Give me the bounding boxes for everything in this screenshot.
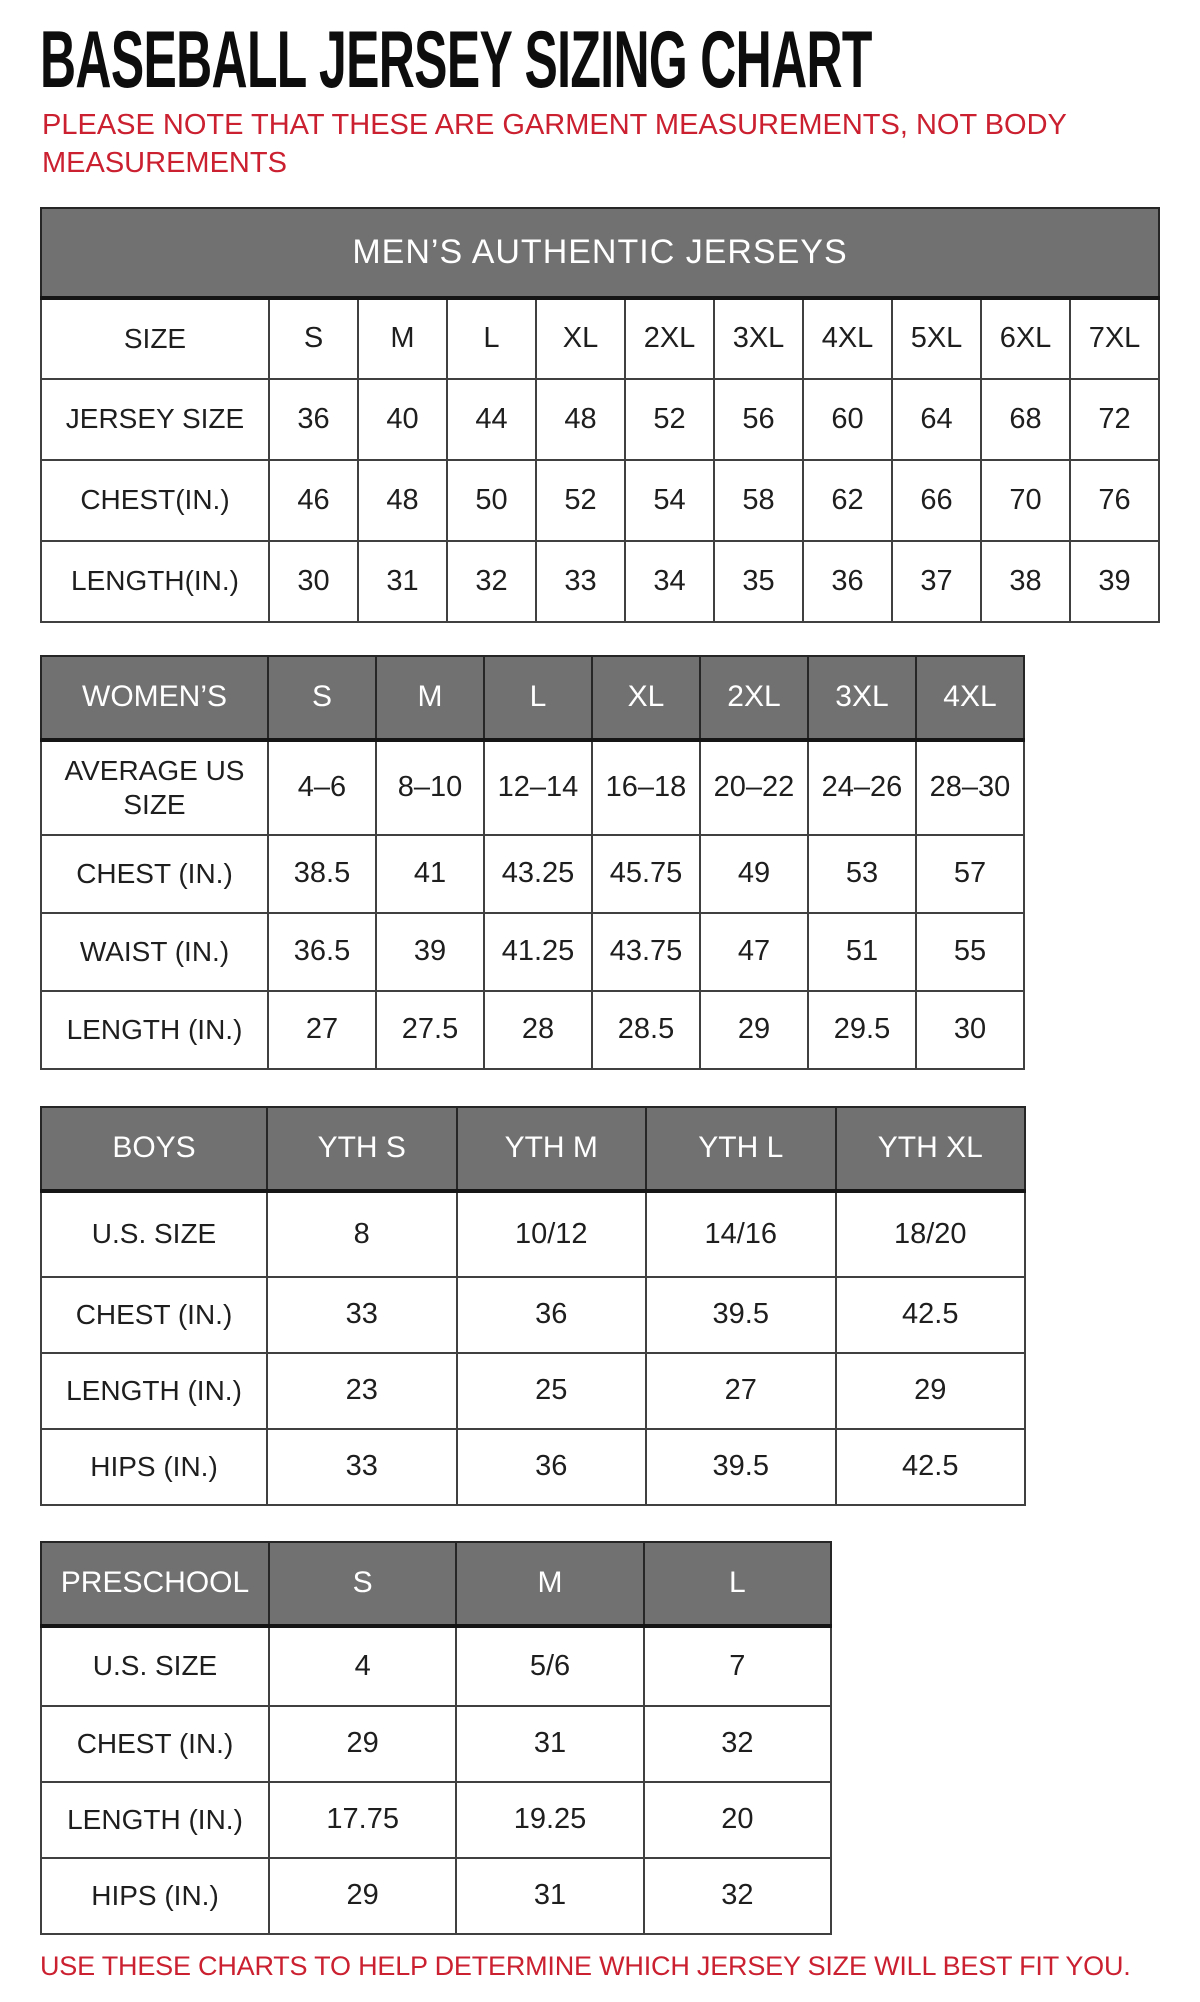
table-row	[41, 991, 1024, 1069]
value-cell: 57	[916, 835, 1024, 913]
header-cell: YTH M	[457, 1107, 647, 1191]
value-cell: 32	[447, 541, 536, 622]
table-header-row	[41, 656, 1024, 740]
row-label: HIPS (IN.)	[41, 1429, 267, 1505]
header-cell: 2XL	[700, 656, 808, 740]
table-row	[41, 1706, 831, 1782]
value-cell: 53	[808, 835, 916, 913]
footer-text: USE THESE CHARTS TO HELP DETERMINE WHICH JERSEY SIZE WILL BEST FIT YOU.	[40, 1950, 1131, 1981]
value-cell: 4	[269, 1626, 456, 1706]
value-cell: 44	[447, 379, 536, 460]
value-cell: 7XL	[1070, 298, 1159, 379]
row-label: LENGTH (IN.)	[41, 1782, 269, 1858]
value-cell: 36	[457, 1277, 647, 1353]
table-row	[41, 1429, 1025, 1505]
value-cell: 27.5	[376, 991, 484, 1069]
value-cell: 39.5	[646, 1277, 836, 1353]
header-cell: 3XL	[808, 656, 916, 740]
value-cell: 58	[714, 460, 803, 541]
value-cell: 2XL	[625, 298, 714, 379]
value-cell: 43.75	[592, 913, 700, 991]
value-cell: 28.5	[592, 991, 700, 1069]
value-cell: 17.75	[269, 1782, 456, 1858]
header-cell: WOMEN’S	[41, 656, 268, 740]
value-cell: 51	[808, 913, 916, 991]
boys-table	[40, 1106, 1026, 1506]
value-cell: 40	[358, 379, 447, 460]
value-cell: 32	[644, 1706, 831, 1782]
table-row	[41, 541, 1159, 622]
value-cell: 42.5	[836, 1277, 1026, 1353]
value-cell: 50	[447, 460, 536, 541]
table-row	[41, 835, 1024, 913]
value-cell: 8–10	[376, 740, 484, 835]
header-cell: YTH L	[646, 1107, 836, 1191]
value-cell: 39	[1070, 541, 1159, 622]
value-cell: 16–18	[592, 740, 700, 835]
table-row	[41, 1353, 1025, 1429]
value-cell: 70	[981, 460, 1070, 541]
value-cell: 7	[644, 1626, 831, 1706]
value-cell: 20–22	[700, 740, 808, 835]
value-cell: 23	[267, 1353, 457, 1429]
value-cell: 36	[457, 1429, 647, 1505]
value-cell: 46	[269, 460, 358, 541]
table-row	[41, 379, 1159, 460]
header-cell: M	[376, 656, 484, 740]
value-cell: 52	[536, 460, 625, 541]
header-cell: BOYS	[41, 1107, 267, 1191]
value-cell: 55	[916, 913, 1024, 991]
value-cell: 27	[268, 991, 376, 1069]
row-label: CHEST (IN.)	[41, 1706, 269, 1782]
row-label: LENGTH(IN.)	[41, 541, 269, 622]
value-cell: 30	[916, 991, 1024, 1069]
row-label: CHEST(IN.)	[41, 460, 269, 541]
row-label: U.S. SIZE	[41, 1626, 269, 1706]
row-label: U.S. SIZE	[41, 1191, 267, 1277]
value-cell: XL	[536, 298, 625, 379]
value-cell: 12–14	[484, 740, 592, 835]
table-header-row	[41, 1542, 831, 1626]
value-cell: 28–30	[916, 740, 1024, 835]
table-row	[41, 913, 1024, 991]
value-cell: 38	[981, 541, 1070, 622]
mens-table-title: MEN’S AUTHENTIC JERSEYS	[41, 208, 1159, 298]
value-cell: 6XL	[981, 298, 1070, 379]
header-cell: S	[268, 656, 376, 740]
value-cell: 62	[803, 460, 892, 541]
table-row	[41, 460, 1159, 541]
row-label: JERSEY SIZE	[41, 379, 269, 460]
value-cell: 27	[646, 1353, 836, 1429]
value-cell: 76	[1070, 460, 1159, 541]
table-row	[41, 1277, 1025, 1353]
value-cell: 4XL	[803, 298, 892, 379]
value-cell: S	[269, 298, 358, 379]
value-cell: 28	[484, 991, 592, 1069]
table-row	[41, 740, 1024, 835]
value-cell: 45.75	[592, 835, 700, 913]
value-cell: 29.5	[808, 991, 916, 1069]
table-row	[41, 1858, 831, 1934]
value-cell: 48	[536, 379, 625, 460]
garment-measurements-note: PLEASE NOTE THAT THESE ARE GARMENT MEASUREMENTS, NOT BODY MEASUREMENTS	[42, 109, 1067, 180]
value-cell: 41.25	[484, 913, 592, 991]
value-cell: 29	[269, 1706, 456, 1782]
value-cell: 66	[892, 460, 981, 541]
value-cell: 39	[376, 913, 484, 991]
value-cell: 18/20	[836, 1191, 1026, 1277]
value-cell: 19.25	[456, 1782, 643, 1858]
value-cell: 25	[457, 1353, 647, 1429]
value-cell: 5/6	[456, 1626, 643, 1706]
value-cell: 10/12	[457, 1191, 647, 1277]
value-cell: 33	[267, 1429, 457, 1505]
value-cell: 29	[836, 1353, 1026, 1429]
header-cell: PRESCHOOL	[41, 1542, 269, 1626]
header-cell: 4XL	[916, 656, 1024, 740]
womens-table	[40, 655, 1025, 1070]
value-cell: 29	[269, 1858, 456, 1934]
value-cell: 48	[358, 460, 447, 541]
value-cell: 42.5	[836, 1429, 1026, 1505]
row-label: CHEST (IN.)	[41, 1277, 267, 1353]
value-cell: 4–6	[268, 740, 376, 835]
table-row	[41, 1782, 831, 1858]
value-cell: 30	[269, 541, 358, 622]
value-cell: 39.5	[646, 1429, 836, 1505]
value-cell: 29	[700, 991, 808, 1069]
table-header-row	[41, 1107, 1025, 1191]
table-title-row	[41, 208, 1159, 298]
value-cell: 38.5	[268, 835, 376, 913]
value-cell: 33	[267, 1277, 457, 1353]
value-cell: 52	[625, 379, 714, 460]
header-cell: S	[269, 1542, 456, 1626]
value-cell: 54	[625, 460, 714, 541]
value-cell: 68	[981, 379, 1070, 460]
value-cell: 35	[714, 541, 803, 622]
value-cell: 43.25	[484, 835, 592, 913]
value-cell: 36	[269, 379, 358, 460]
value-cell: M	[358, 298, 447, 379]
table-row	[41, 1626, 831, 1706]
value-cell: 37	[892, 541, 981, 622]
table-row	[41, 1191, 1025, 1277]
mens-authentic-jerseys-table	[40, 207, 1160, 623]
row-label: LENGTH (IN.)	[41, 1353, 267, 1429]
value-cell: 34	[625, 541, 714, 622]
value-cell: 64	[892, 379, 981, 460]
value-cell: 8	[267, 1191, 457, 1277]
header-cell: M	[456, 1542, 643, 1626]
preschool-table	[40, 1541, 832, 1935]
row-label: SIZE	[41, 298, 269, 379]
header-cell: YTH XL	[836, 1107, 1026, 1191]
row-label: LENGTH (IN.)	[41, 991, 268, 1069]
value-cell: 36	[803, 541, 892, 622]
row-label: AVERAGE US SIZE	[41, 740, 268, 835]
page-title: BASEBALL JERSEY SIZING CHART	[40, 13, 872, 105]
value-cell: 14/16	[646, 1191, 836, 1277]
value-cell: 49	[700, 835, 808, 913]
value-cell: 31	[456, 1858, 643, 1934]
value-cell: 3XL	[714, 298, 803, 379]
header-cell: L	[484, 656, 592, 740]
table-row	[41, 298, 1159, 379]
value-cell: 33	[536, 541, 625, 622]
value-cell: 72	[1070, 379, 1159, 460]
header-cell: L	[644, 1542, 831, 1626]
row-label: CHEST (IN.)	[41, 835, 268, 913]
value-cell: 31	[456, 1706, 643, 1782]
row-label: HIPS (IN.)	[41, 1858, 269, 1934]
header-cell: YTH S	[267, 1107, 457, 1191]
header-cell: XL	[592, 656, 700, 740]
value-cell: L	[447, 298, 536, 379]
value-cell: 24–26	[808, 740, 916, 835]
value-cell: 31	[358, 541, 447, 622]
value-cell: 36.5	[268, 913, 376, 991]
value-cell: 41	[376, 835, 484, 913]
value-cell: 32	[644, 1858, 831, 1934]
value-cell: 60	[803, 379, 892, 460]
value-cell: 5XL	[892, 298, 981, 379]
value-cell: 20	[644, 1782, 831, 1858]
value-cell: 47	[700, 913, 808, 991]
row-label: WAIST (IN.)	[41, 913, 268, 991]
value-cell: 56	[714, 379, 803, 460]
